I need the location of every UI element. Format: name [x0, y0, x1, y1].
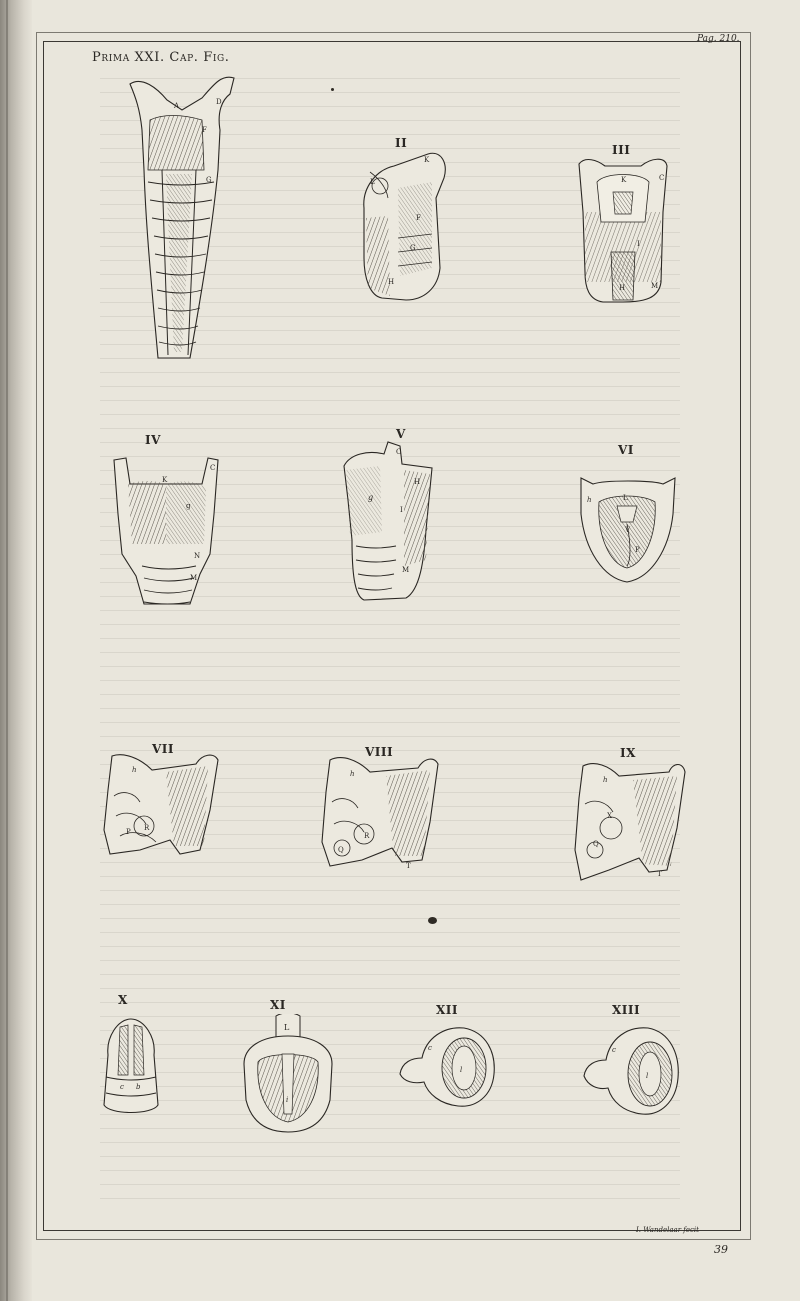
svg-text:N: N [194, 552, 201, 560]
figure-12-label: XII [436, 1003, 459, 1017]
svg-text:C: C [659, 174, 665, 182]
page-gutter-shadow [0, 0, 32, 1301]
svg-text:M: M [651, 282, 659, 290]
figure-4-label: IV [145, 433, 161, 447]
svg-text:M: M [402, 566, 410, 574]
svg-text:K: K [162, 476, 168, 484]
figure-7-label: VII [152, 742, 175, 756]
svg-text:P: P [126, 828, 131, 836]
svg-text:c: c [428, 1044, 432, 1052]
svg-text:L: L [284, 1023, 290, 1032]
figure-7-larynx-dissection [100, 750, 222, 862]
svg-text:b: b [136, 1083, 141, 1091]
svg-text:l: l [646, 1072, 649, 1080]
figure-6-larynx-superior [577, 474, 679, 586]
figure-13-label: XIII [612, 1003, 641, 1017]
svg-text:h: h [603, 776, 608, 784]
figure-10-label: X [118, 993, 128, 1007]
svg-text:M: M [190, 574, 198, 582]
figure-3-label: III [612, 143, 631, 157]
svg-text:V: V [625, 526, 631, 534]
svg-text:H: H [388, 278, 395, 286]
figure-5-larynx-lateral [340, 440, 436, 602]
svg-text:K: K [621, 176, 627, 184]
figure-11-label: XI [270, 998, 286, 1012]
engraver-signature: I. Wandelaar fecit [636, 1226, 699, 1234]
svg-text:l: l [460, 1066, 463, 1074]
ink-spot [428, 917, 437, 924]
figure-2-label: II [395, 136, 408, 150]
svg-text:F: F [416, 214, 421, 222]
svg-text:h: h [350, 770, 355, 778]
figure-9-larynx-dissection [573, 758, 689, 884]
svg-text:h: h [132, 766, 137, 774]
svg-text:c: c [120, 1083, 124, 1091]
svg-text:c: c [612, 1046, 616, 1054]
svg-text:I: I [400, 506, 403, 514]
svg-text:D: D [216, 98, 222, 106]
svg-text:R: R [364, 832, 370, 840]
figure-8-label: VIII [365, 745, 394, 759]
svg-text:L: L [623, 494, 628, 502]
svg-text:Q: Q [338, 846, 344, 854]
svg-text:I: I [637, 240, 640, 248]
svg-text:L: L [370, 178, 375, 186]
figure-1-larynx-trachea [122, 70, 242, 362]
svg-text:h: h [587, 496, 592, 504]
svg-text:F: F [202, 126, 207, 134]
figure-13-cartilage-ring [582, 1022, 682, 1120]
plate-title: Prima XXI. Cap. Fig. [92, 50, 230, 65]
page-binding-edge [6, 0, 8, 1301]
svg-text:K: K [424, 156, 430, 164]
svg-text:G: G [206, 176, 212, 184]
svg-text:C: C [396, 448, 402, 456]
svg-text:G: G [410, 244, 416, 252]
sheet-number: 39 [714, 1243, 728, 1256]
svg-text:T: T [406, 862, 411, 870]
figure-2-larynx-side [358, 148, 458, 303]
figure-10-cartilage [98, 1015, 164, 1119]
svg-text:i: i [286, 1096, 289, 1104]
svg-text:H: H [414, 478, 421, 486]
ink-spot [331, 88, 334, 91]
page-reference: Pag. 210. [697, 34, 740, 44]
figure-5-label: V [396, 427, 406, 441]
svg-text:g: g [186, 502, 191, 510]
figure-12-cartilage-ring [398, 1024, 498, 1108]
svg-text:A: A [174, 102, 180, 110]
figure-3-larynx-posterior [575, 152, 671, 304]
svg-text:R: R [144, 824, 150, 832]
figure-8-larynx-dissection [318, 752, 440, 874]
svg-text:H: H [619, 284, 626, 292]
svg-text:X: X [607, 812, 612, 820]
figure-4-larynx-back [110, 454, 222, 606]
svg-text:T: T [657, 870, 662, 878]
figure-11-larynx-open [238, 1014, 338, 1136]
figure-9-label: IX [620, 746, 636, 760]
svg-text:Q: Q [593, 840, 599, 848]
svg-text:C: C [210, 464, 216, 472]
svg-text:P: P [635, 546, 640, 554]
svg-text:g: g [368, 493, 374, 502]
figure-6-label: VI [618, 443, 634, 457]
